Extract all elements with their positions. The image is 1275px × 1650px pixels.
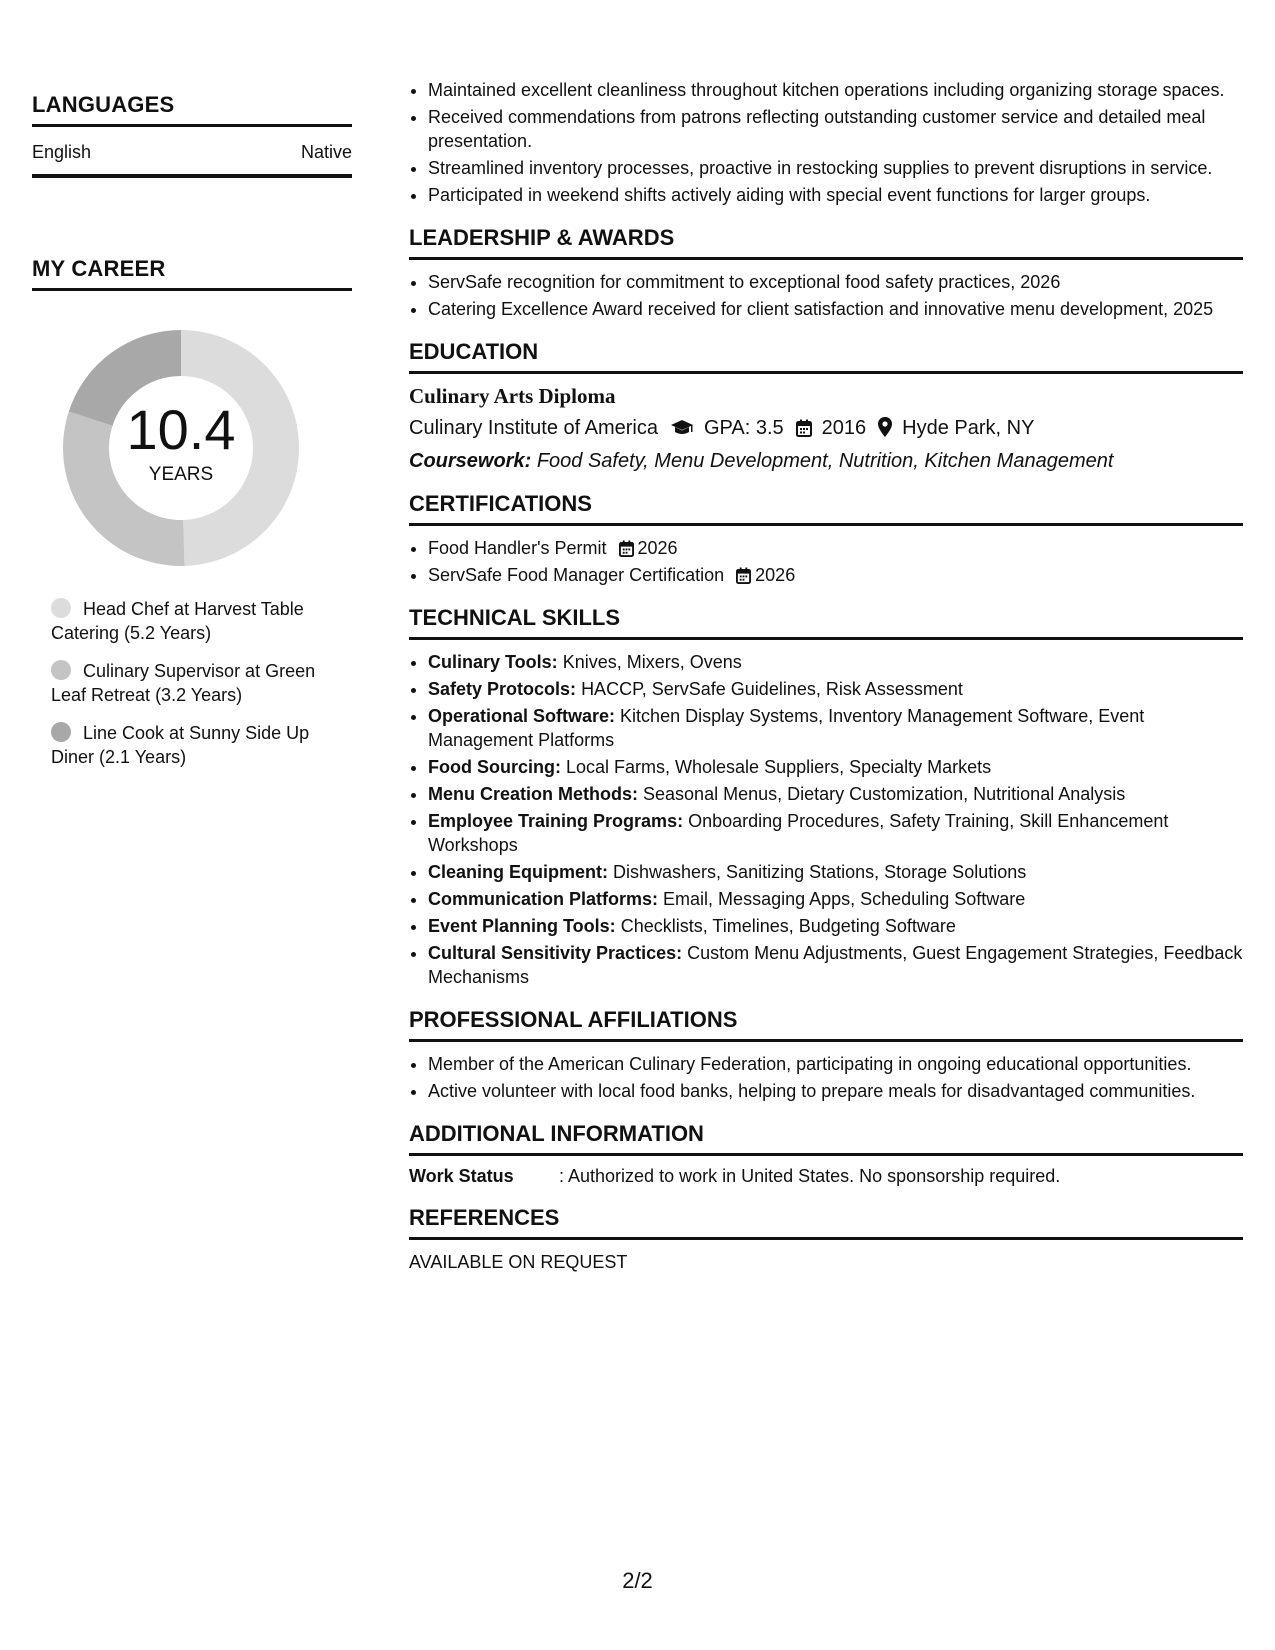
main-column — [409, 78, 1243, 1273]
page-number: 2/2 — [622, 1568, 653, 1593]
leadership-heading: LEADERSHIP & AWARDS — [409, 225, 1243, 260]
education-degree: Culinary Arts Diploma — [409, 384, 616, 408]
skill-value: Seasonal Menus, Dietary Customization, Nutritional Analysis — [643, 784, 1126, 804]
education-heading: EDUCATION — [409, 339, 1243, 374]
additional-info-heading: ADDITIONAL INFORMATION — [409, 1121, 1243, 1156]
experience-bullet: • Participated in weekend shifts actively aiding with special event functions for larger groups. — [428, 183, 1243, 207]
location-pin-icon — [878, 417, 892, 440]
career-total-value: 10.4 — [126, 398, 236, 461]
skill-label: Food Sourcing: — [428, 757, 561, 777]
certification-name: ServSafe Food Manager Certification — [428, 565, 725, 585]
legend-dot-icon — [51, 722, 71, 742]
experience-bullets — [409, 78, 1243, 207]
work-status-label: Work Status — [409, 1166, 514, 1186]
skill-label: Event Planning Tools: — [428, 916, 616, 936]
skill-value: Custom Menu Adjustments, Guest Engagement Strategies, Feedback Mechanisms — [428, 943, 1243, 987]
skill-label: Safety Protocols: — [428, 679, 577, 699]
legend-label: Culinary Supervisor at Green Leaf Retreat (3.2 Years) — [51, 661, 316, 705]
career-total-unit: YEARS — [148, 464, 214, 485]
legend-item — [51, 597, 341, 645]
calendar-icon — [796, 417, 812, 440]
skill-label: Operational Software: — [428, 706, 616, 726]
skills-heading: TECHNICAL SKILLS — [409, 605, 1243, 640]
affiliations-heading: PROFESSIONAL AFFILIATIONS — [409, 1007, 1243, 1042]
education-section — [409, 339, 1243, 473]
skill-value: Checklists, Timelines, Budgeting Software — [620, 916, 956, 936]
career-legend — [51, 597, 341, 769]
skill-item — [428, 941, 1243, 989]
skill-value: Email, Messaging Apps, Scheduling Software — [663, 889, 1026, 909]
skill-item — [428, 650, 1243, 674]
affiliations-section — [409, 1007, 1243, 1103]
skill-label: Menu Creation Methods: — [428, 784, 638, 804]
skill-value: HACCP, ServSafe Guidelines, Risk Assessment — [581, 679, 963, 699]
calendar-icon — [607, 538, 638, 558]
language-name: English — [32, 142, 92, 162]
skill-value: Kitchen Display Systems, Inventory Management Software, Event Management Platforms — [428, 706, 1145, 750]
certification-item — [428, 563, 1243, 587]
legend-item — [51, 721, 341, 769]
certification-name: Food Handler's Permit — [428, 538, 607, 558]
references-text: AVAILABLE ON REQUEST — [409, 1252, 628, 1272]
experience-bullet: • Maintained excellent cleanliness throughout kitchen operations including organizing storage spaces. — [428, 78, 1243, 102]
skill-value: Onboarding Procedures, Safety Training, Skill Enhancement Workshops — [428, 811, 1169, 855]
affiliation-item: • Member of the American Culinary Federation, participating in ongoing educational opportunities. — [428, 1052, 1243, 1076]
skill-value: Local Farms, Wholesale Suppliers, Specialty Markets — [566, 757, 992, 777]
legend-dot-icon — [51, 660, 71, 680]
education-location: Hyde Park, NY — [902, 417, 1035, 439]
education-year: 2016 — [821, 417, 867, 439]
career-donut-chart — [56, 323, 306, 573]
calendar-icon — [724, 565, 755, 585]
legend-dot-icon — [51, 598, 71, 618]
skill-item — [428, 860, 1243, 884]
skill-item — [428, 782, 1243, 806]
donut-center — [56, 323, 306, 573]
certification-year: 2026 — [755, 565, 796, 585]
skill-item — [428, 704, 1243, 752]
legend-label: Line Cook at Sunny Side Up Diner (2.1 Years) — [51, 723, 310, 767]
certification-year: 2026 — [637, 538, 678, 558]
skill-label: Employee Training Programs: — [428, 811, 684, 831]
work-status-value: : Authorized to work in United States. No sponsorship required. — [559, 1166, 1061, 1186]
skill-item — [428, 887, 1243, 911]
skill-value: Dishwashers, Sanitizing Stations, Storage Solutions — [613, 862, 1027, 882]
award-item: • Catering Excellence Award received for client satisfaction and innovative menu development, 2025 — [428, 297, 1243, 321]
award-item: • ServSafe recognition for commitment to exceptional food safety practices, 2026 — [428, 270, 1243, 294]
sidebar — [32, 92, 352, 783]
education-coursework — [409, 450, 1243, 473]
skill-label: Culinary Tools: — [428, 652, 558, 672]
skill-label: Cleaning Equipment: — [428, 862, 608, 882]
skill-label: Cultural Sensitivity Practices: — [428, 943, 683, 963]
references-section — [409, 1205, 1243, 1273]
graduation-cap-icon — [670, 417, 694, 440]
experience-bullet: • Streamlined inventory processes, proactive in restocking supplies to prevent disruptions in service. — [428, 156, 1243, 180]
leadership-section — [409, 225, 1243, 321]
certifications-heading: CERTIFICATIONS — [409, 491, 1243, 526]
skill-item — [428, 677, 1243, 701]
additional-info-section — [409, 1121, 1243, 1187]
legend-label: Head Chef at Harvest Table Catering (5.2 Years) — [51, 599, 304, 643]
work-status-row — [409, 1166, 1243, 1187]
coursework-label: Coursework: — [409, 450, 532, 472]
legend-item — [51, 659, 341, 707]
certification-item — [428, 536, 1243, 560]
coursework-text: Food Safety, Menu Development, Nutrition, Kitchen Management — [536, 450, 1114, 472]
skill-value: Knives, Mixers, Ovens — [562, 652, 742, 672]
skill-item — [428, 755, 1243, 779]
languages-heading: LANGUAGES — [32, 92, 352, 127]
references-heading: REFERENCES — [409, 1205, 1243, 1240]
skill-item — [428, 809, 1243, 857]
education-details — [409, 417, 1243, 440]
skills-section — [409, 605, 1243, 989]
experience-bullet: • Received commendations from patrons reflecting outstanding customer service and detailed meal presentation. — [428, 105, 1243, 153]
language-row — [32, 127, 352, 178]
certifications-section — [409, 491, 1243, 587]
language-level: Native — [300, 142, 352, 162]
career-heading: MY CAREER — [32, 256, 352, 291]
education-school: Culinary Institute of America — [409, 417, 658, 439]
skill-label: Communication Platforms: — [428, 889, 659, 909]
skill-item — [428, 914, 1243, 938]
education-gpa: GPA: 3.5 — [704, 417, 784, 439]
affiliation-item: • Active volunteer with local food banks, helping to prepare meals for disadvantaged communities. — [428, 1079, 1243, 1103]
